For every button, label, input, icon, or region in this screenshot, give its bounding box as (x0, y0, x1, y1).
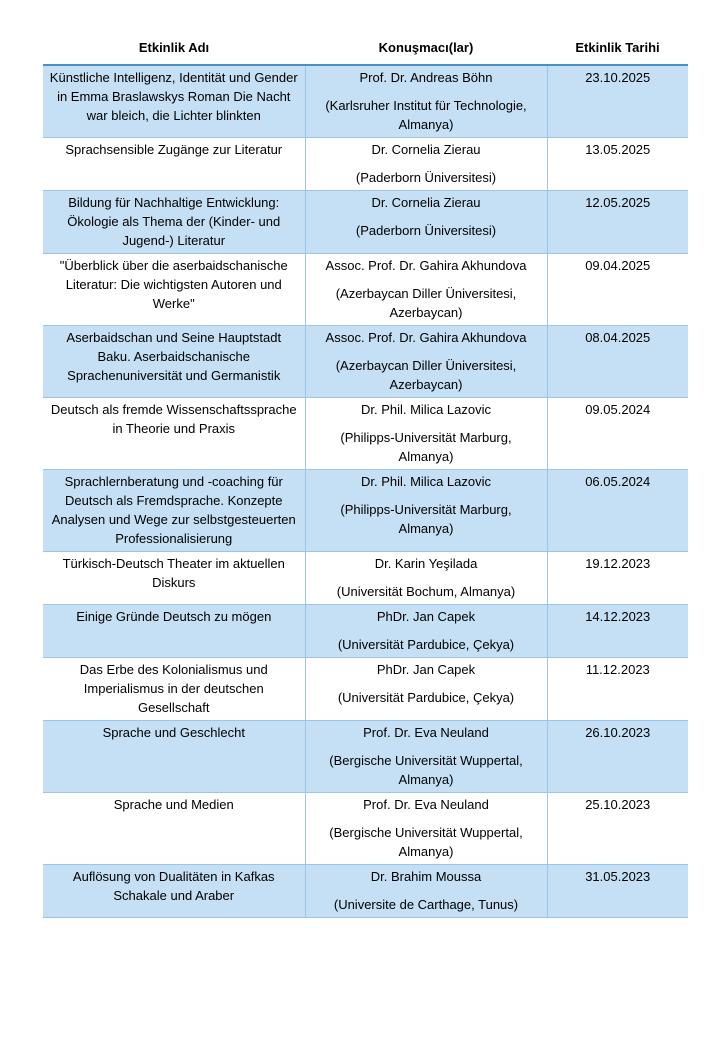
event-name-cell: Sprachlernberatung und -coaching für Deutsch als Fremdsprache. Konzepte Analysen und Wege zur selbstgesteuerten Professionalisierung (43, 470, 305, 552)
table-row (43, 326, 688, 398)
speaker-name: Dr. Karin Yeşilada (374, 556, 478, 571)
event-name-cell: Sprachsensible Zugänge zur Literatur (43, 138, 305, 191)
table-row (43, 605, 688, 658)
speaker-name: Prof. Dr. Eva Neuland (363, 725, 489, 740)
event-date-cell: 14.12.2023 (547, 605, 688, 658)
event-name-cell: Einige Gründe Deutsch zu mögen (43, 605, 305, 658)
speaker-cell (305, 65, 547, 138)
speaker-cell (305, 793, 547, 865)
speaker-cell (305, 605, 547, 658)
speaker-name: Prof. Dr. Andreas Böhn (359, 70, 493, 85)
speaker-name: Assoc. Prof. Dr. Gahira Akhundova (325, 258, 527, 273)
table-row (43, 658, 688, 721)
table-header (43, 30, 688, 65)
speaker-affiliation: (Philipps-Universität Marburg, Almanya) (340, 430, 512, 464)
speaker-name: Dr. Cornelia Zierau (371, 195, 481, 210)
event-name-cell: Sprache und Medien (43, 793, 305, 865)
event-date-cell: 23.10.2025 (547, 65, 688, 138)
table-row (43, 793, 688, 865)
event-date-cell: 06.05.2024 (547, 470, 688, 552)
speaker-cell (305, 191, 547, 254)
speaker-affiliation: (Karlsruher Institut für Technologie, Almanya) (325, 98, 527, 132)
speaker-name: Dr. Phil. Milica Lazovic (360, 474, 492, 489)
header-row (43, 30, 688, 65)
event-date-cell: 08.04.2025 (547, 326, 688, 398)
speaker-affiliation: (Universität Bochum, Almanya) (336, 584, 516, 599)
speaker-affiliation: (Azerbaycan Diller Üniversitesi, Azerbaycan) (335, 358, 517, 392)
speaker-name: Assoc. Prof. Dr. Gahira Akhundova (325, 330, 527, 345)
speaker-cell (305, 326, 547, 398)
event-name-cell: Türkisch-Deutsch Theater im aktuellen Diskurs (43, 552, 305, 605)
speaker-cell (305, 254, 547, 326)
speaker-name: Dr. Cornelia Zierau (371, 142, 481, 157)
table-row (43, 191, 688, 254)
header-event-date: Etkinlik Tarihi (547, 30, 688, 65)
speaker-affiliation: (Universität Pardubice, Çekya) (337, 637, 515, 652)
speaker-affiliation: (Paderborn Üniversitesi) (355, 170, 497, 185)
speaker-cell (305, 138, 547, 191)
speaker-cell (305, 552, 547, 605)
table-row (43, 65, 688, 138)
event-name-cell: Deutsch als fremde Wissenschaftssprache in Theorie und Praxis (43, 398, 305, 470)
speaker-cell (305, 470, 547, 552)
table-row (43, 721, 688, 793)
event-date-cell: 26.10.2023 (547, 721, 688, 793)
event-name-cell: Künstliche Intelligenz, Identität und Gender in Emma Braslawskys Roman Die Nacht war bleich, die Lichter blinkten (43, 65, 305, 138)
speaker-affiliation: (Paderborn Üniversitesi) (355, 223, 497, 238)
table-row (43, 865, 688, 918)
event-date-cell: 09.05.2024 (547, 398, 688, 470)
event-name-cell: Auflösung von Dualitäten in Kafkas Schakale und Araber (43, 865, 305, 918)
speaker-name: Prof. Dr. Eva Neuland (363, 797, 489, 812)
event-date-cell: 12.05.2025 (547, 191, 688, 254)
speaker-name: PhDr. Jan Capek (376, 662, 476, 677)
speaker-cell (305, 865, 547, 918)
table-body (43, 65, 688, 918)
event-date-cell: 25.10.2023 (547, 793, 688, 865)
speaker-affiliation: (Bergische Universität Wuppertal, Almanya) (329, 753, 523, 787)
events-table (43, 30, 688, 918)
events-table-container (43, 30, 688, 918)
table-row (43, 254, 688, 326)
event-name-cell: Das Erbe des Kolonialismus und Imperialismus in der deutschen Gesellschaft (43, 658, 305, 721)
speaker-cell (305, 721, 547, 793)
event-date-cell: 31.05.2023 (547, 865, 688, 918)
table-row (43, 470, 688, 552)
speaker-affiliation: (Universität Pardubice, Çekya) (337, 690, 515, 705)
table-row (43, 552, 688, 605)
event-name-cell: Aserbaidschan und Seine Hauptstadt Baku. Aserbaidschanische Sprachenuniversität und Germanistik (43, 326, 305, 398)
speaker-affiliation: (Azerbaycan Diller Üniversitesi, Azerbaycan) (335, 286, 517, 320)
event-date-cell: 11.12.2023 (547, 658, 688, 721)
header-speakers: Konuşmacı(lar) (305, 30, 547, 65)
speaker-name: Dr. Brahim Moussa (370, 869, 482, 884)
event-name-cell: Bildung für Nachhaltige Entwicklung: Ökologie als Thema der (Kinder- und Jugend-) Literatur (43, 191, 305, 254)
speaker-affiliation: (Philipps-Universität Marburg, Almanya) (340, 502, 512, 536)
header-event-name: Etkinlik Adı (43, 30, 305, 65)
speaker-cell (305, 658, 547, 721)
speaker-affiliation: (Universite de Carthage, Tunus) (333, 897, 519, 912)
event-date-cell: 13.05.2025 (547, 138, 688, 191)
event-name-cell: Sprache und Geschlecht (43, 721, 305, 793)
event-date-cell: 19.12.2023 (547, 552, 688, 605)
event-name-cell: "Überblick über die aserbaidschanische Literatur: Die wichtigsten Autoren und Werke" (43, 254, 305, 326)
speaker-cell (305, 398, 547, 470)
table-row (43, 398, 688, 470)
speaker-affiliation: (Bergische Universität Wuppertal, Almanya) (329, 825, 523, 859)
speaker-name: Dr. Phil. Milica Lazovic (360, 402, 492, 417)
speaker-name: PhDr. Jan Capek (376, 609, 476, 624)
event-date-cell: 09.04.2025 (547, 254, 688, 326)
table-row (43, 138, 688, 191)
